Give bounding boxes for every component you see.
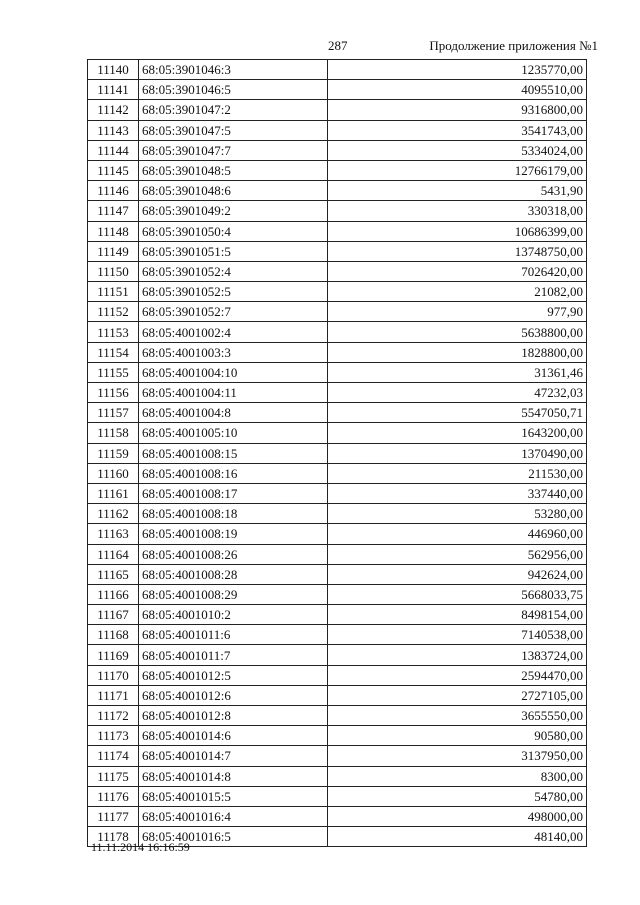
cadastral-value-cell: 10686399,00 bbox=[328, 221, 587, 241]
table-row bbox=[88, 806, 587, 826]
row-number-cell: 11155 bbox=[88, 362, 139, 382]
cadastral-value-cell: 498000,00 bbox=[328, 806, 587, 826]
cadastral-number-cell: 68:05:4001012:6 bbox=[139, 685, 328, 705]
cadastral-value-cell: 977,90 bbox=[328, 302, 587, 322]
cadastral-value-cell: 5638800,00 bbox=[328, 322, 587, 342]
row-number-cell: 11164 bbox=[88, 544, 139, 564]
cadastral-value-cell: 90580,00 bbox=[328, 726, 587, 746]
cadastral-value-cell: 2727105,00 bbox=[328, 685, 587, 705]
row-number-cell: 11165 bbox=[88, 564, 139, 584]
cadastral-value-cell: 330318,00 bbox=[328, 201, 587, 221]
cadastral-value-cell: 337440,00 bbox=[328, 483, 587, 503]
table-row bbox=[88, 564, 587, 584]
cadastral-value-cell: 31361,46 bbox=[328, 362, 587, 382]
row-number-cell: 11158 bbox=[88, 423, 139, 443]
row-number-cell: 11169 bbox=[88, 645, 139, 665]
cadastral-number-cell: 68:05:4001012:8 bbox=[139, 706, 328, 726]
cadastral-number-cell: 68:05:4001011:6 bbox=[139, 625, 328, 645]
cadastral-number-cell: 68:05:4001008:17 bbox=[139, 483, 328, 503]
table-row bbox=[88, 463, 587, 483]
table-row bbox=[88, 160, 587, 180]
row-number-cell: 11148 bbox=[88, 221, 139, 241]
cadastral-value-cell: 1235770,00 bbox=[328, 60, 587, 80]
table-row bbox=[88, 786, 587, 806]
cadastral-value-cell: 47232,03 bbox=[328, 383, 587, 403]
cadastral-value-cell: 1828800,00 bbox=[328, 342, 587, 362]
table-row bbox=[88, 483, 587, 503]
cadastral-number-cell: 68:05:3901047:5 bbox=[139, 120, 328, 140]
table-row bbox=[88, 362, 587, 382]
row-number-cell: 11159 bbox=[88, 443, 139, 463]
cadastral-value-cell: 8300,00 bbox=[328, 766, 587, 786]
row-number-cell: 11149 bbox=[88, 241, 139, 261]
row-number-cell: 11150 bbox=[88, 261, 139, 281]
table-body bbox=[88, 60, 587, 847]
row-number-cell: 11177 bbox=[88, 806, 139, 826]
table-row bbox=[88, 221, 587, 241]
row-number-cell: 11142 bbox=[88, 100, 139, 120]
cadastral-number-cell: 68:05:4001003:3 bbox=[139, 342, 328, 362]
cadastral-number-cell: 68:05:3901052:5 bbox=[139, 282, 328, 302]
cadastral-value-cell: 12766179,00 bbox=[328, 160, 587, 180]
row-number-cell: 11172 bbox=[88, 706, 139, 726]
cadastral-number-cell: 68:05:4001004:10 bbox=[139, 362, 328, 382]
table-row bbox=[88, 201, 587, 221]
row-number-cell: 11178 bbox=[88, 827, 139, 847]
cadastral-value-cell: 1643200,00 bbox=[328, 423, 587, 443]
row-number-cell: 11175 bbox=[88, 766, 139, 786]
cadastral-number-cell: 68:05:3901051:5 bbox=[139, 241, 328, 261]
page-number: 287 bbox=[328, 38, 348, 53]
table-row bbox=[88, 60, 587, 80]
table-row bbox=[88, 443, 587, 463]
cadastral-number-cell: 68:05:4001008:29 bbox=[139, 584, 328, 604]
cadastral-value-cell: 9316800,00 bbox=[328, 100, 587, 120]
cadastral-value-cell: 2594470,00 bbox=[328, 665, 587, 685]
cadastral-number-cell: 68:05:4001012:5 bbox=[139, 665, 328, 685]
row-number-cell: 11146 bbox=[88, 181, 139, 201]
row-number-cell: 11162 bbox=[88, 504, 139, 524]
cadastral-value-cell: 5547050,71 bbox=[328, 403, 587, 423]
row-number-cell: 11161 bbox=[88, 483, 139, 503]
cadastral-value-cell: 1383724,00 bbox=[328, 645, 587, 665]
cadastral-number-cell: 68:05:4001016:4 bbox=[139, 806, 328, 826]
table-row bbox=[88, 241, 587, 261]
cadastral-number-cell: 68:05:3901047:7 bbox=[139, 140, 328, 160]
row-number-cell: 11140 bbox=[88, 60, 139, 80]
table-row bbox=[88, 584, 587, 604]
cadastral-number-cell: 68:05:3901047:2 bbox=[139, 100, 328, 120]
cadastral-number-cell: 68:05:3901052:4 bbox=[139, 261, 328, 281]
row-number-cell: 11160 bbox=[88, 463, 139, 483]
row-number-cell: 11163 bbox=[88, 524, 139, 544]
cadastral-number-cell: 68:05:3901046:3 bbox=[139, 60, 328, 80]
table-row bbox=[88, 544, 587, 564]
row-number-cell: 11167 bbox=[88, 605, 139, 625]
cadastral-number-cell: 68:05:4001010:2 bbox=[139, 605, 328, 625]
cadastral-number-cell: 68:05:4001011:7 bbox=[139, 645, 328, 665]
cadastral-number-cell: 68:05:3901046:5 bbox=[139, 80, 328, 100]
cadastral-number-cell: 68:05:4001008:26 bbox=[139, 544, 328, 564]
cadastral-value-cell: 8498154,00 bbox=[328, 605, 587, 625]
cadastral-number-cell: 68:05:3901048:6 bbox=[139, 181, 328, 201]
cadastral-value-cell: 3655550,00 bbox=[328, 706, 587, 726]
row-number-cell: 11156 bbox=[88, 383, 139, 403]
table-row bbox=[88, 766, 587, 786]
row-number-cell: 11145 bbox=[88, 160, 139, 180]
cadastral-number-cell: 68:05:4001016:5 bbox=[139, 827, 328, 847]
page-heading: Продолжение приложения №1 bbox=[429, 38, 598, 53]
table-row bbox=[88, 726, 587, 746]
table-row bbox=[88, 706, 587, 726]
row-number-cell: 11151 bbox=[88, 282, 139, 302]
cadastral-number-cell: 68:05:4001008:15 bbox=[139, 443, 328, 463]
cadastral-number-cell: 68:05:4001005:10 bbox=[139, 423, 328, 443]
table-row bbox=[88, 383, 587, 403]
cadastral-number-cell: 68:05:3901048:5 bbox=[139, 160, 328, 180]
cadastral-value-cell: 562956,00 bbox=[328, 544, 587, 564]
cadastral-number-cell: 68:05:4001004:8 bbox=[139, 403, 328, 423]
cadastral-value-cell: 3137950,00 bbox=[328, 746, 587, 766]
cadastral-number-cell: 68:05:4001004:11 bbox=[139, 383, 328, 403]
table-row bbox=[88, 685, 587, 705]
row-number-cell: 11152 bbox=[88, 302, 139, 322]
cadastral-number-cell: 68:05:4001014:6 bbox=[139, 726, 328, 746]
table-row bbox=[88, 625, 587, 645]
row-number-cell: 11173 bbox=[88, 726, 139, 746]
cadastral-value-cell: 13748750,00 bbox=[328, 241, 587, 261]
row-number-cell: 11170 bbox=[88, 665, 139, 685]
cadastral-number-cell: 68:05:4001008:28 bbox=[139, 564, 328, 584]
cadastral-number-cell: 68:05:4001002:4 bbox=[139, 322, 328, 342]
row-number-cell: 11144 bbox=[88, 140, 139, 160]
cadastral-value-cell: 54780,00 bbox=[328, 786, 587, 806]
table-row bbox=[88, 605, 587, 625]
table-row bbox=[88, 665, 587, 685]
cadastral-number-cell: 68:05:4001014:7 bbox=[139, 746, 328, 766]
row-number-cell: 11141 bbox=[88, 80, 139, 100]
cadastral-value-cell: 5668033,75 bbox=[328, 584, 587, 604]
cadastral-number-cell: 68:05:3901052:7 bbox=[139, 302, 328, 322]
table-row bbox=[88, 302, 587, 322]
table-row bbox=[88, 504, 587, 524]
row-number-cell: 11174 bbox=[88, 746, 139, 766]
cadastral-value-cell: 211530,00 bbox=[328, 463, 587, 483]
table-row bbox=[88, 100, 587, 120]
row-number-cell: 11176 bbox=[88, 786, 139, 806]
cadastral-value-cell: 5431,90 bbox=[328, 181, 587, 201]
table-row bbox=[88, 80, 587, 100]
cadastral-value-cell: 5334024,00 bbox=[328, 140, 587, 160]
print-timestamp: 11.11.2014 16:16:59 bbox=[91, 840, 190, 854]
cadastral-value-cell: 7140538,00 bbox=[328, 625, 587, 645]
row-number-cell: 11147 bbox=[88, 201, 139, 221]
row-number-cell: 11154 bbox=[88, 342, 139, 362]
table-row bbox=[88, 120, 587, 140]
row-number-cell: 11153 bbox=[88, 322, 139, 342]
row-number-cell: 11157 bbox=[88, 403, 139, 423]
cadastral-number-cell: 68:05:3901050:4 bbox=[139, 221, 328, 241]
table-row bbox=[88, 403, 587, 423]
table-row bbox=[88, 261, 587, 281]
table-row bbox=[88, 645, 587, 665]
cadastral-value-cell: 53280,00 bbox=[328, 504, 587, 524]
table-row bbox=[88, 282, 587, 302]
cadastral-number-cell: 68:05:4001008:18 bbox=[139, 504, 328, 524]
cadastral-number-cell: 68:05:4001008:19 bbox=[139, 524, 328, 544]
table-row bbox=[88, 524, 587, 544]
cadastral-value-cell: 1370490,00 bbox=[328, 443, 587, 463]
cadastral-value-cell: 7026420,00 bbox=[328, 261, 587, 281]
row-number-cell: 11166 bbox=[88, 584, 139, 604]
cadastral-value-cell: 3541743,00 bbox=[328, 120, 587, 140]
cadastral-value-cell: 21082,00 bbox=[328, 282, 587, 302]
cadastral-number-cell: 68:05:4001015:5 bbox=[139, 786, 328, 806]
row-number-cell: 11168 bbox=[88, 625, 139, 645]
table-row bbox=[88, 140, 587, 160]
table-row bbox=[88, 746, 587, 766]
table-row bbox=[88, 423, 587, 443]
row-number-cell: 11171 bbox=[88, 685, 139, 705]
cadastral-value-table bbox=[87, 59, 587, 847]
cadastral-value-cell: 942624,00 bbox=[328, 564, 587, 584]
row-number-cell: 11143 bbox=[88, 120, 139, 140]
cadastral-number-cell: 68:05:4001014:8 bbox=[139, 766, 328, 786]
cadastral-value-cell: 4095510,00 bbox=[328, 80, 587, 100]
cadastral-number-cell: 68:05:3901049:2 bbox=[139, 201, 328, 221]
table-row bbox=[88, 322, 587, 342]
cadastral-value-cell: 48140,00 bbox=[328, 827, 587, 847]
cadastral-value-cell: 446960,00 bbox=[328, 524, 587, 544]
cadastral-number-cell: 68:05:4001008:16 bbox=[139, 463, 328, 483]
table-row bbox=[88, 342, 587, 362]
table-row bbox=[88, 181, 587, 201]
